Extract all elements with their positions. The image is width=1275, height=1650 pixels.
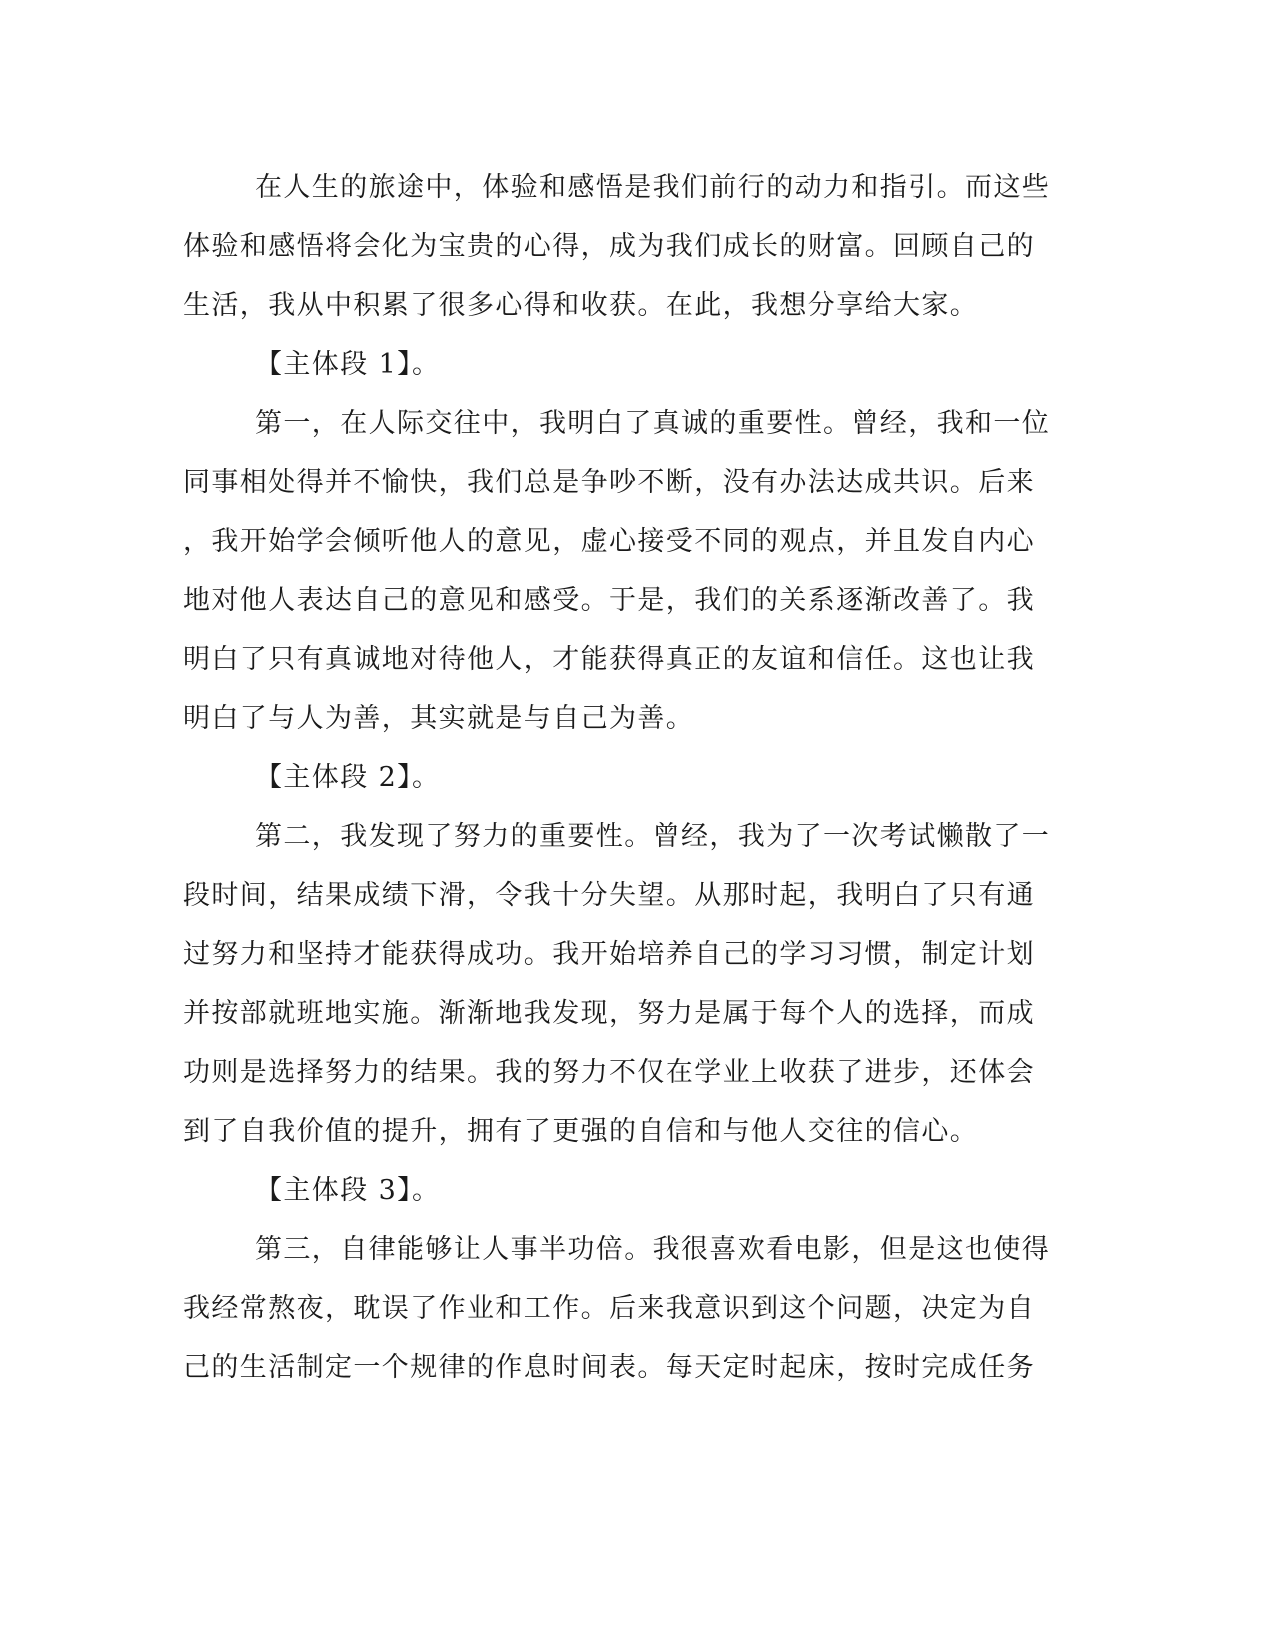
- paragraph-3-line: 第三，自律能够让人事半功倍。我很喜欢看电影，但是这也使得: [255, 1234, 1051, 1265]
- section-heading-3: 【主体段 3】。: [255, 1175, 441, 1206]
- paragraph-1-line: 明白了与人为善，其实就是与自己为善。: [183, 703, 695, 734]
- section-heading-2: 【主体段 2】。: [255, 762, 441, 793]
- paragraph-1-line: 明白了只有真诚地对待他人，才能获得真正的友谊和信任。这也让我: [183, 644, 1035, 675]
- paragraph-2-line: 段时间，结果成绩下滑，令我十分失望。从那时起，我明白了只有通: [183, 880, 1035, 911]
- paragraph-2-line: 过努力和坚持才能获得成功。我开始培养自己的学习习惯，制定计划: [183, 939, 1035, 970]
- paragraph-1-line: 地对他人表达自己的意见和感受。于是，我们的关系逐渐改善了。我: [183, 585, 1035, 616]
- paragraph-intro-line: 在人生的旅途中，体验和感悟是我们前行的动力和指引。而这些: [255, 172, 1051, 203]
- section-heading-1: 【主体段 1】。: [255, 349, 441, 380]
- paragraph-2-line: 功则是选择努力的结果。我的努力不仅在学业上收获了进步，还体会: [183, 1057, 1035, 1088]
- paragraph-1-line: ，我开始学会倾听他人的意见，虚心接受不同的观点，并且发自内心: [183, 526, 1035, 557]
- paragraph-intro-line: 生活，我从中积累了很多心得和收获。在此，我想分享给大家。: [183, 290, 979, 321]
- paragraph-3-line: 我经常熬夜，耽误了作业和工作。后来我意识到这个问题，决定为自: [183, 1293, 1035, 1324]
- paragraph-2-line: 到了自我价值的提升，拥有了更强的自信和与他人交往的信心。: [183, 1116, 979, 1147]
- document-body: [183, 158, 1051, 1397]
- paragraph-2-line: 并按部就班地实施。渐渐地我发现，努力是属于每个人的选择，而成: [183, 998, 1035, 1029]
- paragraph-1-line: 第一，在人际交往中，我明白了真诚的重要性。曾经，我和一位: [255, 408, 1051, 439]
- paragraph-1-line: 同事相处得并不愉快，我们总是争吵不断，没有办法达成共识。后来: [183, 467, 1035, 498]
- paragraph-3-line: 己的生活制定一个规律的作息时间表。每天定时起床，按时完成任务: [183, 1352, 1035, 1383]
- paragraph-intro-line: 体验和感悟将会化为宝贵的心得，成为我们成长的财富。回顾自己的: [183, 231, 1035, 262]
- paragraph-2-line: 第二，我发现了努力的重要性。曾经，我为了一次考试懒散了一: [255, 821, 1051, 852]
